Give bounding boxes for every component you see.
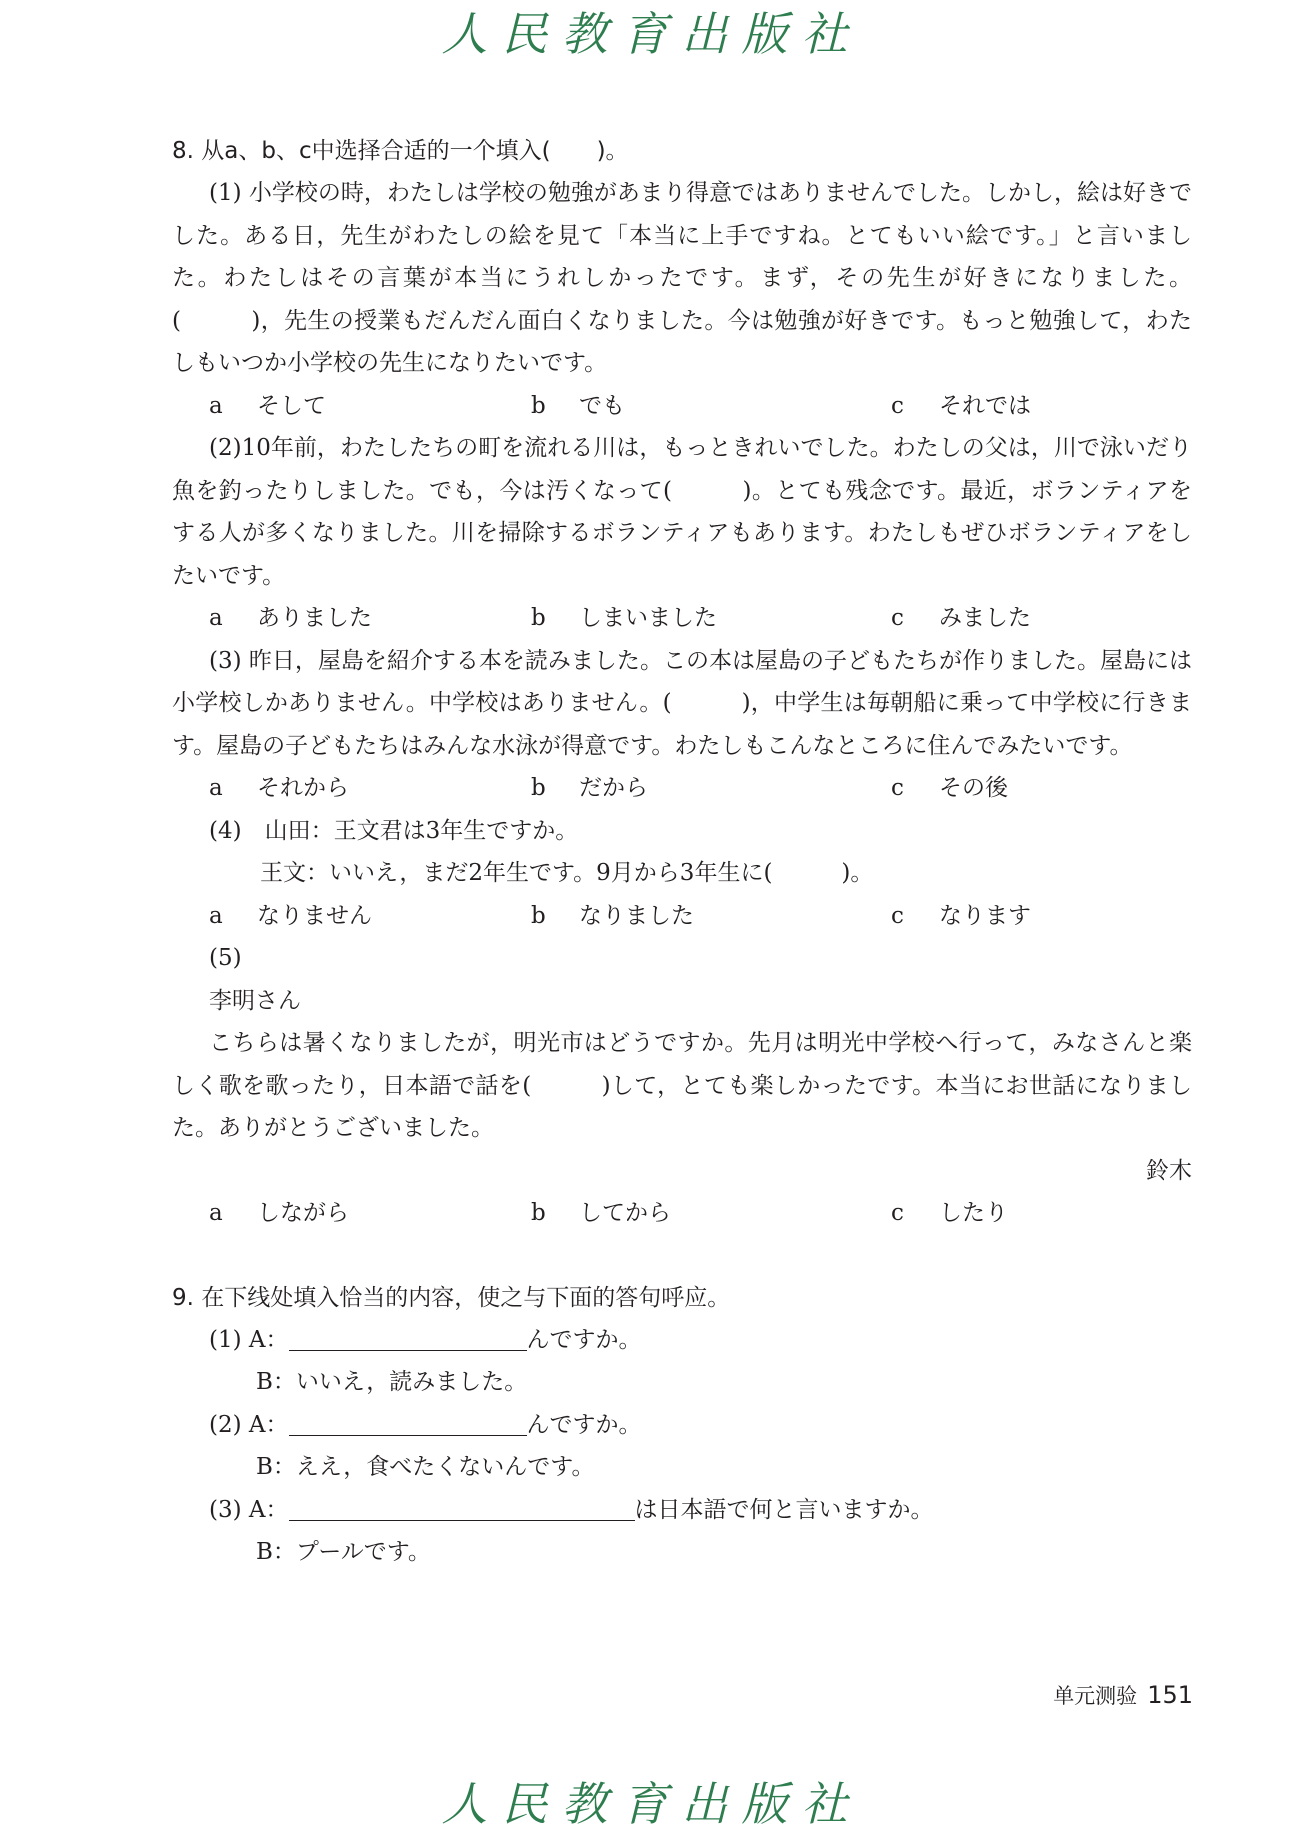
option-letter: c [891,1200,904,1226]
option-letter: a [209,902,223,929]
q9-item-suffix: んですか。 [526,1326,642,1353]
option-letter: b [531,1200,546,1226]
option-text: なりました [579,902,694,929]
option-text: してから [579,1200,671,1226]
q9-item-label: (1) A： [209,1326,289,1353]
option-text: そして [257,392,326,419]
q9-item-3-a [172,1489,1192,1532]
option-text: その後 [939,775,1008,801]
publisher-logo-top: 人民教育出版社 [441,7,862,61]
q9-item-suffix: んですか。 [526,1411,642,1438]
option-text: したり [939,1200,1008,1226]
option-text: だから [579,775,648,801]
q8-dialogue-4-a: (4) 山田：王文君は3年生ですか。 [209,817,579,844]
page-number: 151 [1147,1681,1193,1709]
q8-letter-signature: 鈴木 [1146,1157,1192,1184]
option-letter: a [209,775,223,801]
q9-item-3-b: B：プールです。 [256,1539,431,1565]
q9-item-label: (3) A： [209,1496,289,1523]
option-letter: c [891,775,904,801]
option-letter: a [209,605,223,631]
option-text: でも [579,392,625,419]
option-text: なりません [257,902,372,929]
fill-in-blank[interactable] [289,1409,527,1436]
option-letter: b [531,775,546,801]
fill-in-blank[interactable] [289,1324,527,1351]
q8-dialogue-4-b: 王文：いいえ，まだ2年生です。9月から3年生に( )。 [260,860,874,886]
q8-letter-body: こちらは暑くなりましたが，明光市はどうですか。先月は明光中学校へ行って，みなさんと楽しく歌を歌ったり，日本語で話を( )して，とても楽しかったです。本当にお世話になりました。ありがとうございました。 [172,1030,1192,1141]
fill-in-blank[interactable] [289,1494,635,1521]
q8-options-1 [172,385,1192,428]
q8-passage-1: (1) 小学校の時，わたしは学校の勉強があまり得意ではありませんでした。しかし，絵は好きでした。ある日，先生がわたしの絵を見て「本当に上手ですね。とてもいい絵です。」と言いました。わたしはその言葉が本当にうれしかったです。まず，その先生が好きになりました。( )，先生の授業もだんだん面白くなりました。今は勉強が好きです。もっと勉強して，わたしもいつか小学校の先生になりたいです。 [172,180,1193,376]
question-9-title: 9. 在下线处填入恰当的内容，使之与下面的答句呼应。 [172,1284,731,1311]
q9-item-2-a [172,1404,1192,1447]
option-text: ありました [257,605,372,631]
page-footer [1053,1680,1193,1710]
q9-item-suffix: は日本語で何と言いますか。 [634,1496,934,1523]
q8-options-4 [172,895,1192,938]
option-letter: c [891,605,904,631]
q8-options-2 [172,597,1192,640]
option-letter: b [531,605,546,631]
option-letter: b [531,392,546,419]
q9-item-1-a [172,1319,1192,1362]
option-letter: c [891,902,904,929]
q9-item-1-b: B：いいえ，読みました。 [256,1369,528,1395]
option-text: それから [257,775,349,801]
option-text: それでは [939,392,1031,419]
option-text: なります [939,902,1031,929]
q8-item-5-number: (5) [209,945,242,971]
option-letter: a [209,392,223,419]
page-content [172,130,1192,1574]
option-letter: b [531,902,546,929]
footer-section: 单元测验 [1053,1684,1138,1708]
q8-options-5 [172,1192,1192,1235]
question-8-title: 8. 从a、b、c中选择合适的一个填入( )。 [172,138,629,164]
q8-passage-3: (3) 昨日，屋島を紹介する本を読みました。この本は屋島の子どもたちが作りました。屋島には小学校しかありません。中学校はありません。( )，中学生は毎朝船に乗って中学校に行きます。屋島の子どもたちはみんな水泳が得意です。わたしもこんなところに住んでみたいです。 [172,647,1193,759]
q9-item-label: (2) A： [209,1411,289,1438]
q9-item-2-b: B：ええ，食べたくないんです。 [256,1454,595,1480]
option-text: しまいました [579,605,717,631]
option-letter: c [891,392,904,419]
publisher-logo-bottom: 人民教育出版社 [441,1777,862,1831]
q8-options-3 [172,767,1192,810]
option-text: しながら [257,1200,349,1226]
q8-letter-addressee: 李明さん [209,987,301,1014]
option-letter: a [209,1200,223,1226]
q8-passage-2: (2)10年前，わたしたちの町を流れる川は，もっときれいでした。わたしの父は，川で泳いだり魚を釣ったりしました。でも，今は汚くなって( )。とても残念です。最近，ボランティアをする人が多くなりました。川を掃除するボランティアもあります。わたしもぜひボランティアをしたいです。 [172,435,1192,589]
option-text: みました [939,605,1031,631]
